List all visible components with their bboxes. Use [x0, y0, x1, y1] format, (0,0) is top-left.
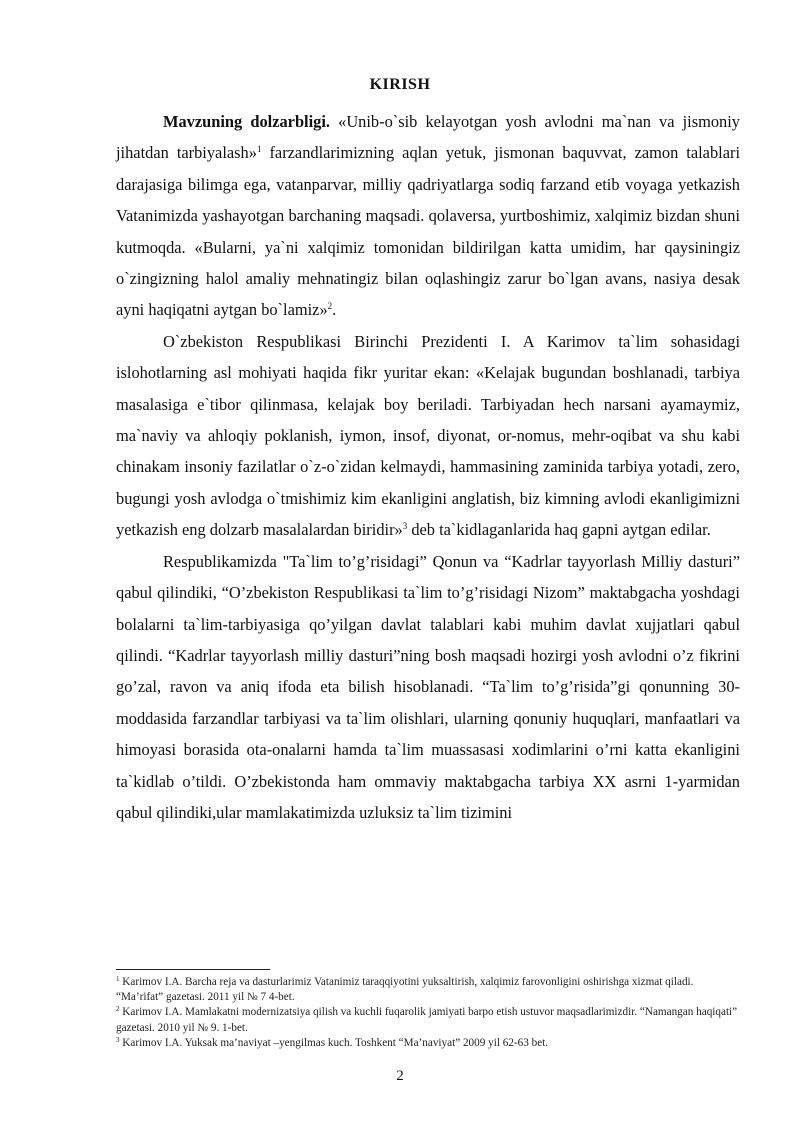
- paragraph: [116, 546, 740, 829]
- footnotes: [116, 975, 740, 1051]
- footnote-ref: 1: [256, 144, 262, 155]
- footnote-number: 2: [116, 1005, 120, 1014]
- footnote-separator: [116, 969, 270, 970]
- footnote: [116, 1005, 740, 1035]
- footnote-ref: 2: [327, 301, 333, 312]
- paragraph-text: Respublikamizda "Ta`lim to’g’risidagi” Qonun va “Kadrlar tayyorlash Milliy dasturi” qabul qilindiki, “O’zbekiston Respublikasi ta`lim to’g’risidagi Nizom” maktabgacha yoshdagi bolalarni ta`lim-tarbiyasiga qo’yilgan davlat talablari kabi muhim davlat xujjatlari qabul qilindi. “Kadrlar tayyorlash milliy dasturi”ning bosh maqsadi hozirgi yosh avlodni o’z fikrini go’zal, ravon va aniq ifoda eta bilish hisoblanadi. “Ta`lim to’g’risida”gi qonunning 30-moddasida farzandlar tarbiyasi va ta`lim olishlari, ularning qonuniy huquqlari, manfaatlari va himoyasi borasida ota-onalarni hamda ta`lim muassasasi xodimlarini o’rni katta ekanligini ta`kidlab o’tildi. O’zbekistonda ham ommaviy maktabgacha tarbiya XX asrni 1-yarmidan qabul qilindiki,ular mamlakatimizda uzluksiz ta`lim tizimini: [116, 551, 740, 822]
- footnote: [116, 1036, 740, 1051]
- paragraph-text: O`zbekiston Respublikasi Birinchi Prezidenti I. A Karimov ta`lim sohasidagi islohotlarning asl mohiyati haqida fikr yuritar ekan: «Kelajak bugundan boshlanadi, tarbiya masalasiga e`tibor qilinmasa, kelajak boy beriladi. Tarbiyadan hech narsani ayamaymiz, ma`naviy va ahloqiy poklanish, iymon, insof, diyonat, or-nomus, mehr-oqibat va shu kabi chinakam insoniy fazilatlar o`z-o`zidan kelmaydi, hammasining zaminida tarbiya yotadi, zero, bugungi yosh avlodga o`tmishimiz kim ekanligini anglatish, biz kimning avlodi ekanligimizni yetkazish eng dolzarb masalalardan biridir»: [116, 331, 740, 540]
- paragraph: [116, 106, 740, 326]
- paragraph-lead: Mavzuning dolzarbligi.: [163, 112, 331, 131]
- paragraph-text: deb ta`kidlaganlarida haq gapni aytgan edilar.: [407, 520, 711, 540]
- paragraph: [116, 326, 740, 546]
- footnote-text: Karimov I.A. Yuksak ma’naviyat –yengilmas kuch. Toshkent “Ma’naviyat” 2009 yil 62-63 bet.: [119, 1036, 549, 1049]
- paragraph-text: «Unib-o`sib kelayotgan yosh avlodni ma`nan va jismoniy jihatdan tarbiyalash»: [116, 112, 741, 163]
- footnote-text: Karimov I.A. Barcha reja va dasturlarimiz Vatanimiz taraqqiyotini yuksaltirish, xalqimiz farovonligini oshirishga xizmat qiladi. “Ma’rifat” gazetasi. 2011 yil № 7 4-bet.: [116, 976, 694, 1004]
- footnote-ref: 3: [402, 521, 408, 532]
- page-number: 2: [396, 1068, 404, 1084]
- footnote-text: Karimov I.A. Mamlakatni modernizatsiya qilish va kuchli fuqarolik jamiyati barpo etish ustuvor maqsadlarimizdir. “Namangan haqiqati” gazetasi. 2010 yil № 9. 1-bet.: [116, 1006, 738, 1034]
- body-text: [116, 106, 740, 828]
- footnote: [116, 975, 740, 1005]
- footnote-number: 1: [116, 975, 120, 983]
- footnote-number: 3: [116, 1035, 120, 1044]
- paragraph-text: farzandlarimizning aqlan yetuk, jismonan baquvvat, zamon talablari darajasiga bilimga ega, vatanparvar, milliy qadriyatlarga sodiq farzand etib voyaga yetkazish Vatanimizda yashayotgan barchaning maqsadi. qolaversa, yurtboshimiz, xalqimiz bizdan shuni kutmoqda. «Bularni, ya`ni xalqimiz tomonidan bildirilgan katta umidim, har qaysiningiz o`zingizning halol amaliy mehnatingiz bilan oqlashingiz zarur bo`lgan avans, nasiya desak ayni haqiqatni aytgan bo`lamiz»: [116, 143, 740, 320]
- section-title: KIRISH: [369, 76, 431, 93]
- paragraph-text: .: [332, 300, 337, 320]
